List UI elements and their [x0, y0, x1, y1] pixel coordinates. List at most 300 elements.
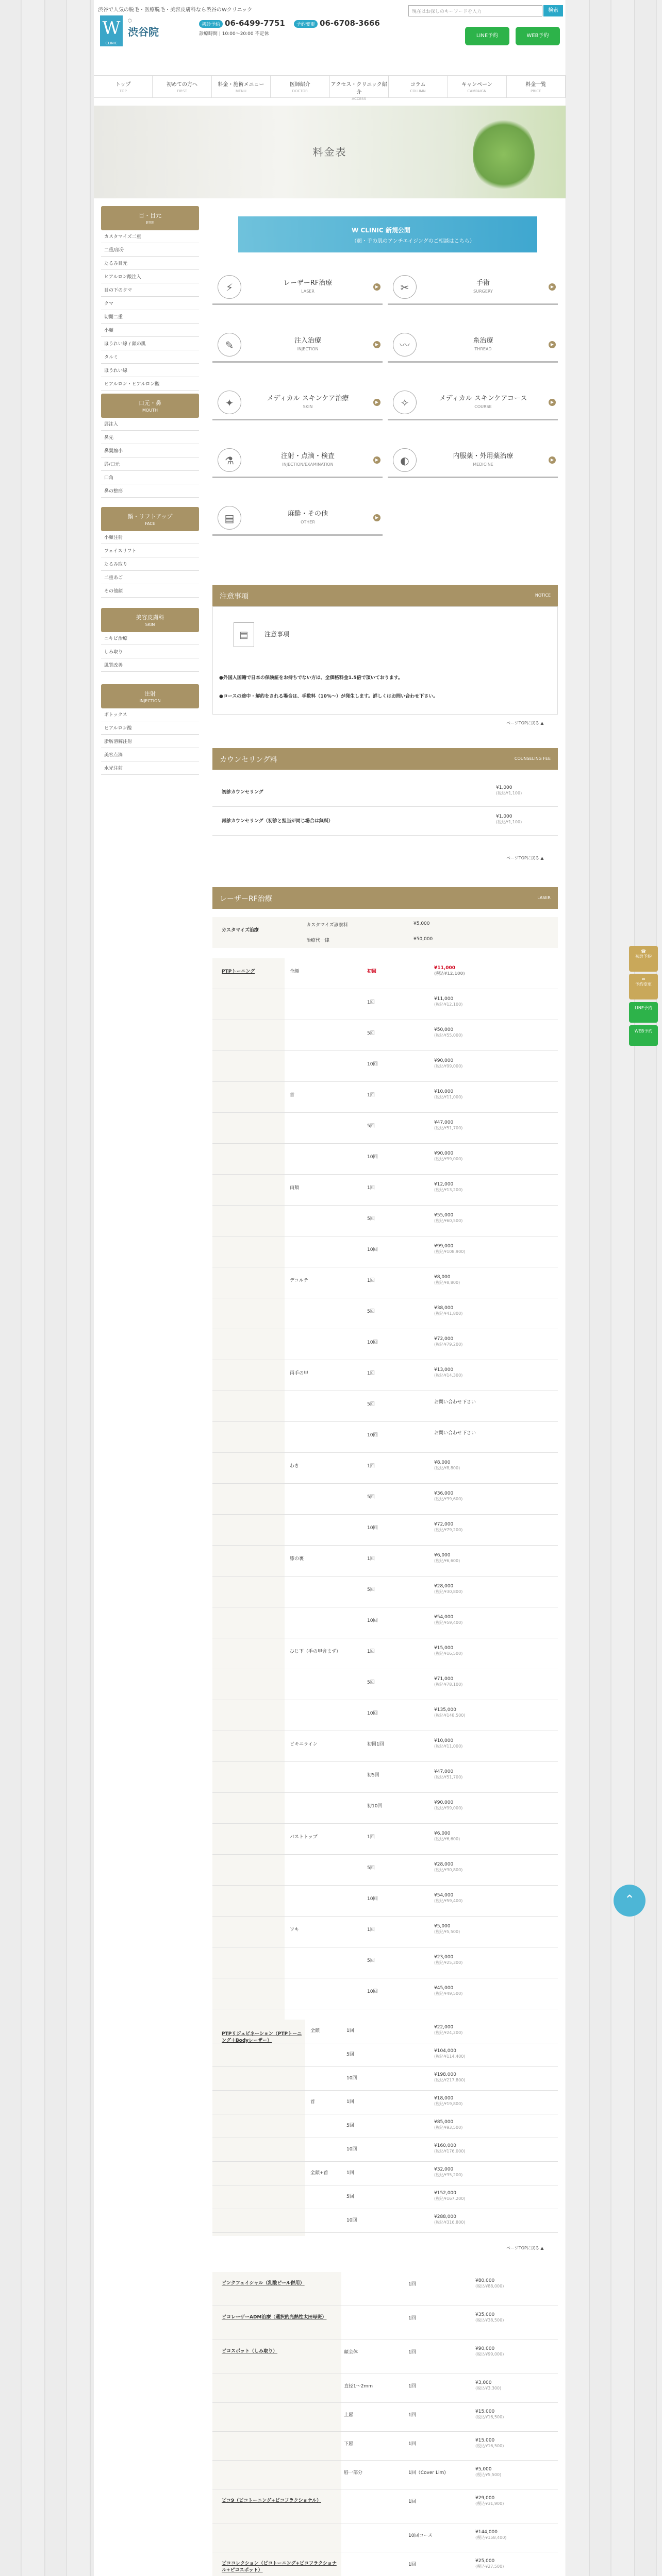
tax-price: (税込¥316,800) — [434, 2220, 466, 2225]
price-row — [212, 1020, 558, 1051]
count: 1回 — [408, 2499, 416, 2504]
tax-price: (税込¥35,200) — [434, 2173, 463, 2177]
notice-subtitle: 注意事項 — [264, 631, 290, 638]
tax-price: (税込¥88,000) — [475, 2284, 504, 2289]
sidebar-list — [101, 417, 199, 498]
floating-mail-button[interactable]: ✉ 予約変更 — [629, 974, 658, 999]
price: ¥55,000 (税込¥60,500) — [434, 1213, 463, 1223]
tax-price: (税込¥31,900) — [475, 2501, 504, 2506]
arrow-icon: ▶ — [373, 456, 380, 464]
price-row — [212, 2552, 558, 2576]
tax-price: (税込¥30,800) — [434, 1589, 463, 1594]
tax-price: (税込¥8,800) — [434, 1280, 460, 1285]
price: ¥29,000 (税込¥31,900) — [475, 2496, 504, 2506]
menu-card[interactable] — [212, 268, 383, 305]
count: 1回 — [367, 1278, 375, 1283]
nav-item-sub: ACCESS — [352, 97, 367, 101]
price: お問い合わせ下さい — [434, 1400, 476, 1405]
treatment-name[interactable]: PTPトーニング — [222, 969, 255, 974]
price: ¥36,000 (税込¥39,600) — [434, 1491, 463, 1501]
price-row — [212, 1082, 558, 1113]
price: ¥38,000 (税込¥41,800) — [434, 1306, 463, 1316]
tax-price: (税込¥39,600) — [434, 1497, 463, 1501]
menu-icon: ◐ — [393, 448, 417, 472]
count: 10回 — [367, 1247, 378, 1252]
sidebar-item[interactable]: カスタマイズ二重 — [101, 230, 199, 243]
count: 10回 — [367, 1340, 378, 1345]
sidebar-item[interactable]: クマ — [101, 297, 199, 310]
count: 1回 — [367, 1927, 375, 1933]
sidebar-item[interactable]: ボトックス — [101, 708, 199, 721]
row-label: 初診カウンセリング — [222, 790, 263, 795]
arrow-icon: ▶ — [373, 514, 380, 521]
back-to-top-link[interactable]: ページTOPに戻る ▲ — [506, 2246, 544, 2250]
price-row — [212, 1298, 558, 1329]
price: ¥11,000 (税込¥12,100) — [434, 965, 465, 976]
count: 5回 — [367, 1216, 375, 1222]
sidebar-item[interactable]: ヒアルロン酸注入 — [101, 270, 199, 283]
price-row — [212, 2020, 558, 2043]
sidebar-item[interactable]: ヒアルロン・ヒアルロン酸 — [101, 377, 199, 391]
treatment-name[interactable]: ピンクフェイシャル（乳酸ピール併用） — [222, 2281, 305, 2286]
tax-price: (税込¥41,800) — [434, 1311, 463, 1316]
sidebar-item[interactable]: しみ取り — [101, 645, 199, 658]
tax-price: (税込¥1,100) — [496, 791, 522, 795]
count: 5回 — [367, 1958, 375, 1963]
price-row — [212, 1422, 558, 1453]
treatment-name[interactable]: ピコスポット（しみ取り） — [222, 2349, 278, 2354]
sidebar-item[interactable]: 唇注入 — [101, 417, 199, 431]
price: ¥80,000 (税込¥88,000) — [475, 2278, 504, 2289]
tel1[interactable]: 06-6499-7751 — [225, 19, 285, 28]
floating-web-button[interactable]: WEB予約 — [629, 1025, 658, 1046]
price: お問い合わせ下さい — [434, 1431, 476, 1436]
sidebar-heading: 顔・リフトアップ FACE — [101, 507, 199, 531]
menu-card[interactable] — [388, 326, 558, 363]
price-row — [212, 1917, 558, 1947]
count: 10回 — [367, 1062, 378, 1067]
area-name: 首 — [310, 2099, 316, 2105]
price: ¥72,000 (税込¥79,200) — [434, 1522, 463, 1532]
tax-price: (税込¥3,300) — [475, 2386, 502, 2391]
count: 5回 — [367, 1124, 375, 1129]
count: 初10回 — [367, 1804, 383, 1809]
count: 10回 — [367, 1711, 378, 1716]
area-name: デコルテ — [290, 1278, 308, 1283]
menu-sub: SURGERY — [473, 289, 493, 294]
tax-price: (税込¥93,500) — [434, 2125, 463, 2130]
page-title: 料金表 — [312, 146, 347, 158]
tax-price: (税込¥55,000) — [434, 1033, 463, 1038]
tax-price: (税込¥167,200) — [434, 2196, 466, 2201]
price: ¥90,000 (税込¥99,000) — [434, 1151, 463, 1161]
count: 1回 — [408, 2442, 416, 2447]
price: ¥8,000 (税込¥8,800) — [434, 1460, 460, 1470]
menu-icon: ✧ — [393, 391, 417, 414]
sidebar-item[interactable]: 鼻翼縮小 — [101, 444, 199, 457]
sidebar-item[interactable]: フェイスリフト — [101, 544, 199, 557]
arrow-icon: ▶ — [373, 399, 380, 406]
count: 1回（Cover Lim) — [408, 2470, 446, 2476]
price: ¥5,000 (税込¥5,500) — [475, 2467, 502, 2477]
count: 5回 — [346, 2052, 354, 2057]
price-row — [212, 1236, 558, 1267]
line-reserve-button[interactable]: LINE予約 — [465, 27, 509, 45]
price-row — [212, 1329, 558, 1360]
price: ¥135,000 (税込¥148,500) — [434, 1707, 466, 1718]
price: ¥22,000 (税込¥24,200) — [434, 2025, 463, 2035]
price: ¥144,000 (税込¥158,400) — [475, 2530, 507, 2540]
tax-price: (税込¥108,900) — [434, 1249, 466, 1254]
area-name: 両手の甲 — [290, 1371, 309, 1376]
price: ¥5,000 (税込¥5,500) — [434, 1924, 460, 1934]
menu-icon: ✎ — [218, 333, 241, 357]
sidebar-heading: 口元・鼻 MOUTH — [101, 394, 199, 418]
sidebar-item[interactable]: その他顔 — [101, 584, 199, 598]
price: ¥15,000 (税込¥16,500) — [475, 2438, 504, 2448]
price: ¥28,000 (税込¥30,800) — [434, 1584, 463, 1594]
nav-item[interactable]: キャンペーン CAMPAIGN — [448, 76, 506, 97]
counsel-header: カウンセリング料 COUNSELING FEE — [212, 748, 558, 770]
custom-name[interactable]: カスタマイズ治療 — [222, 928, 259, 933]
treatment-name[interactable]: PTPリジュビネーション（PTPトーニング＋Bodyレーザー） — [222, 2031, 302, 2043]
price: ¥47,000 (税込¥51,700) — [434, 1769, 463, 1780]
sidebar-item[interactable]: 肌質改善 — [101, 658, 199, 672]
count: 10回 — [367, 1155, 378, 1160]
sidebar-item[interactable]: 小顔注射 — [101, 531, 199, 544]
price: ¥152,000 (税込¥167,200) — [434, 2191, 466, 2201]
sidebar-heading-sub: FACE — [145, 521, 155, 526]
sidebar-heading-sub: MOUTH — [142, 408, 158, 413]
treatment-name[interactable]: ビコレーザーADM治療（選択的光熱性太田母斑） — [222, 2315, 327, 2320]
count: 5回 — [367, 1309, 375, 1314]
count: 10回 — [346, 2218, 357, 2223]
count: 初回1回 — [367, 1742, 384, 1747]
custom-p1: ¥5,000 — [413, 921, 430, 926]
tax-price: (税込¥14,300) — [434, 1373, 463, 1378]
tel2[interactable]: 06-6708-3666 — [320, 19, 380, 28]
search-input[interactable]: 現在はお探しのキーワードを入力 — [408, 5, 542, 16]
count: 5回 — [346, 2123, 354, 2128]
price-row — [212, 1669, 558, 1700]
sidebar-item[interactable]: 二重/部分 — [101, 243, 199, 257]
price-row — [212, 1855, 558, 1886]
count: 1回 — [367, 1371, 375, 1376]
price: ¥1,000 (税込¥1,100) — [496, 814, 522, 824]
area-name: 全顔 — [310, 2028, 320, 2033]
menu-sub: INJECTION — [297, 347, 319, 351]
count: 5回 — [367, 1402, 375, 1407]
count: 5回 — [367, 1680, 375, 1685]
treatment-name[interactable]: ピコ9（ピコトーニング+ピコフラクショナル） — [222, 2498, 321, 2503]
back-to-top-link[interactable]: ページTOPに戻る ▲ — [506, 721, 544, 725]
menu-sub: SKIN — [303, 404, 313, 409]
price: ¥99,000 (税込¥108,900) — [434, 1244, 466, 1254]
price-row — [212, 1360, 558, 1391]
price-row — [212, 1824, 558, 1855]
price: ¥54,000 (税込¥59,400) — [434, 1893, 463, 1903]
price-row — [212, 1978, 558, 2009]
menu-card[interactable] — [212, 326, 383, 363]
sidebar-item[interactable]: ほうれい線 / 顔の肌 — [101, 337, 199, 350]
price-row — [212, 2432, 558, 2461]
sidebar-heading: 美容皮膚科 SKIN — [101, 608, 199, 632]
price: ¥13,000 (税込¥14,300) — [434, 1367, 463, 1378]
tax-price: (税込¥13,200) — [434, 1188, 463, 1192]
price: ¥3,000 (税込¥3,300) — [475, 2380, 502, 2391]
price-row — [212, 1731, 558, 1762]
tax-price: (税込¥148,500) — [434, 1713, 466, 1718]
price-row — [212, 1206, 558, 1236]
tax-price: (税込¥51,700) — [434, 1775, 463, 1780]
price-row — [212, 1947, 558, 1978]
menu-card[interactable] — [388, 383, 558, 420]
price: ¥71,000 (税込¥78,100) — [434, 1676, 463, 1687]
count: 10回 — [367, 1526, 378, 1531]
price: ¥15,000 (税込¥16,500) — [475, 2409, 504, 2419]
sidebar-item[interactable]: たるみ目元 — [101, 257, 199, 270]
area-name: バストトップ — [290, 1835, 318, 1840]
price: ¥50,000 (税込¥55,000) — [434, 1027, 463, 1038]
floating-line-button[interactable]: LINE予約 — [629, 1002, 658, 1023]
nav-item[interactable]: コラム COLUMN — [389, 76, 448, 97]
floating-tel-button[interactable]: ☎ 初診予約 — [629, 946, 658, 972]
price-row — [212, 1700, 558, 1731]
sidebar-list — [101, 632, 199, 672]
price: ¥35,000 (税込¥38,500) — [475, 2312, 504, 2323]
price: ¥90,000 (税込¥99,000) — [475, 2346, 504, 2357]
count: 10回コース — [408, 2533, 433, 2538]
area-name: わき — [290, 1464, 300, 1469]
price: ¥198,000 (税込¥217,800) — [434, 2072, 466, 2082]
menu-card[interactable] — [212, 383, 383, 420]
menu-title: 内服薬・外用薬治療 MEDICINE — [424, 450, 542, 467]
price: ¥28,000 (税込¥30,800) — [434, 1862, 463, 1872]
price-row — [212, 1453, 558, 1484]
price: ¥90,000 (税込¥99,000) — [434, 1800, 463, 1810]
tax-price: (税込¥99,000) — [434, 1064, 463, 1069]
tax-price: (税込¥30,800) — [434, 1868, 463, 1872]
price-row — [212, 1051, 558, 1082]
price-row — [212, 1638, 558, 1669]
area-name: ビキニライン — [290, 1742, 318, 1747]
price-row — [212, 958, 558, 989]
nav-item-sub: CAMPAIGN — [467, 89, 487, 93]
price: ¥85,000 (税込¥93,500) — [434, 2120, 463, 2130]
menu-card[interactable] — [388, 268, 558, 305]
search-button[interactable]: 検索 — [543, 5, 563, 16]
back-to-top-link[interactable]: ページTOPに戻る ▲ — [506, 856, 544, 860]
clinic-name: ⬡ 渋谷院 — [128, 19, 159, 38]
menu-card[interactable] — [212, 499, 383, 536]
phone-block: 初診予約 06-6499-7751 予約変更 06-6708-3666 診療時間 | 10:00〜20:00 不定休 — [199, 19, 387, 37]
tax-price: (税込¥5,500) — [475, 2472, 502, 2477]
price: ¥10,000 (税込¥11,000) — [434, 1738, 463, 1749]
sidebar-item[interactable]: 小顔 — [101, 324, 199, 337]
count: 1回 — [367, 1000, 375, 1005]
price-row — [212, 1484, 558, 1515]
price: ¥32,000 (税込¥35,200) — [434, 2167, 463, 2177]
count: 10回 — [367, 1618, 378, 1623]
nav-item[interactable]: 料金・施術メニュー MENU — [212, 76, 271, 97]
nav-item-sub: PRICE — [531, 89, 541, 93]
nav-item[interactable]: トップ TOP — [94, 76, 153, 97]
count: 1回 — [367, 1556, 375, 1562]
area-name: 直径1～2mm — [344, 2384, 373, 2389]
tax-price: (税込¥59,400) — [434, 1899, 463, 1903]
price-row — [212, 2138, 558, 2162]
nav-item[interactable]: 医師紹介 DOCTOR — [271, 76, 329, 97]
tax-price: (税込¥176,000) — [434, 2149, 466, 2154]
price-row — [212, 1577, 558, 1607]
sidebar-item[interactable]: 鼻先 — [101, 431, 199, 444]
clinic-logo[interactable]: W CLINIC — [100, 15, 123, 46]
price-row — [212, 1886, 558, 1917]
sidebar-item[interactable]: 脂肪溶解注射 — [101, 735, 199, 748]
arrow-icon: ▶ — [373, 341, 380, 348]
price-row — [212, 2162, 558, 2185]
notice-box — [212, 606, 558, 715]
tax-price: (税込¥12,100) — [434, 1002, 463, 1007]
tax-price: (税込¥60,500) — [434, 1218, 463, 1223]
count: 1回 — [408, 2316, 416, 2321]
menu-sub: INJECTION/EXAMINATION — [282, 462, 334, 467]
nav-item-sub: FIRST — [177, 89, 187, 93]
price-row — [212, 989, 558, 1020]
menu-sub: THREAD — [474, 347, 492, 351]
sidebar-item[interactable]: ほうれい線 — [101, 364, 199, 377]
tax-price: (税込¥11,000) — [434, 1095, 463, 1099]
price-row — [212, 1113, 558, 1144]
count: 1回 — [367, 1649, 375, 1654]
tax-price: (税込¥16,500) — [475, 2415, 504, 2419]
nav-item-sub: COLUMN — [410, 89, 426, 93]
price: ¥72,000 (税込¥79,200) — [434, 1336, 463, 1347]
price-row — [212, 2340, 558, 2374]
count: 5回 — [346, 2194, 354, 2199]
price: ¥47,000 (税込¥51,700) — [434, 1120, 463, 1130]
menu-card[interactable] — [388, 441, 558, 478]
price: ¥12,000 (税込¥13,200) — [434, 1182, 463, 1192]
notice-text-1: ●外国人国籍で日本の保険証をお持ちでない方は、全価格料金1.5倍で頂いております。 — [219, 675, 403, 681]
menu-title: 注射・点滴・検査 INJECTION/EXAMINATION — [249, 450, 367, 467]
area-name: 首 — [290, 1093, 295, 1098]
price-row — [212, 2461, 558, 2489]
count: 10回 — [367, 1433, 378, 1438]
sidebar-item[interactable]: 切開二重 — [101, 310, 199, 324]
price-row — [212, 2489, 558, 2523]
arrow-icon: ▶ — [549, 341, 556, 348]
count: 5回 — [367, 1587, 375, 1592]
menu-title: 注入治療 INJECTION — [249, 335, 367, 351]
price: ¥6,000 (税込¥6,600) — [434, 1831, 460, 1841]
custom-r1: カスタマイズ診察料 — [306, 923, 348, 928]
nav-item-sub: DOCTOR — [292, 89, 308, 93]
price: ¥18,000 (税込¥19,800) — [434, 2096, 463, 2106]
price-row — [212, 1175, 558, 1206]
sidebar-heading-sub: SKIN — [145, 622, 155, 627]
sidebar-item[interactable]: 目の下のクマ — [101, 283, 199, 297]
nav-item[interactable]: アクセス・クリニック紹介 ACCESS — [330, 76, 389, 97]
tax-price: (税込¥16,500) — [434, 1651, 463, 1656]
scroll-top-button[interactable]: ⌃ — [614, 1885, 646, 1917]
sidebar-item[interactable]: ニキビ治療 — [101, 632, 199, 645]
price-row — [212, 1546, 558, 1577]
sidebar-item[interactable]: 美容点滴 — [101, 748, 199, 761]
sidebar-item[interactable]: 鼻の整形 — [101, 484, 199, 498]
count: 1回 — [367, 1093, 375, 1098]
price: ¥10,000 (税込¥11,000) — [434, 1089, 463, 1099]
tax-price: (税込¥12,100) — [434, 971, 465, 976]
count: 10回 — [367, 1989, 378, 1994]
sidebar-item[interactable]: タルミ — [101, 350, 199, 364]
web-reserve-button[interactable]: WEB予約 — [516, 27, 560, 45]
area-name: 顔全体 — [344, 2350, 358, 2355]
tax-price: (税込¥5,500) — [434, 1929, 460, 1934]
sidebar-list — [101, 230, 199, 391]
sidebar-heading: 注射 INJECTION — [101, 684, 199, 708]
price-row — [212, 2306, 558, 2340]
count: 5回 — [367, 1495, 375, 1500]
nav-item-sub: MENU — [236, 89, 246, 93]
price: ¥288,000 (税込¥316,800) — [434, 2214, 466, 2225]
price-row — [212, 1144, 558, 1175]
tax-price: (税込¥99,000) — [434, 1157, 463, 1161]
price-row — [212, 1267, 558, 1298]
sidebar-item[interactable]: 水光注射 — [101, 761, 199, 775]
menu-card[interactable] — [212, 441, 383, 478]
count: 5回 — [367, 1866, 375, 1871]
count: 初5回 — [367, 1773, 379, 1778]
menu-title: メディカル スキンケア治療 SKIN — [249, 393, 367, 409]
arrow-icon: ▶ — [549, 456, 556, 464]
sidebar-item[interactable]: ヒアルロン酸 — [101, 721, 199, 735]
custom-label — [212, 917, 558, 948]
nav-item[interactable]: 初めての方へ FIRST — [153, 76, 211, 97]
tax-price: (税込¥6,600) — [434, 1558, 460, 1563]
count: 1回 — [367, 1464, 375, 1469]
price: ¥8,000 (税込¥8,800) — [434, 1275, 460, 1285]
area-name: 全顔+首 — [310, 2171, 328, 2176]
sidebar-heading-sub: INJECTION — [139, 699, 161, 703]
area-name: 下唇 — [344, 2442, 354, 2447]
header-topline: 渋谷で人気の脱毛・医療脱毛・美容皮膚科なら渋谷のWクリニック — [98, 7, 253, 13]
tax-price: (税込¥6,600) — [434, 1837, 460, 1841]
menu-icon: ✦ — [218, 391, 241, 414]
menu-icon: ⚗ — [218, 448, 241, 472]
tax-price: (税込¥59,400) — [434, 1620, 463, 1625]
sidebar-item[interactable]: 唇/口元 — [101, 457, 199, 471]
treatment-name[interactable]: ピココレクション（ピコトーニング+ピコフラクショナル+ピコスポット） — [222, 2561, 337, 2573]
sidebar-list — [101, 531, 199, 598]
notice-text-2: ●コースの途中・解約をされる場合は、手数料（10%～）が発生します。詳しくはお問い合わせ下さい。 — [219, 694, 438, 699]
count: 1回 — [408, 2350, 416, 2355]
arrow-icon: ▶ — [549, 283, 556, 291]
sidebar-item[interactable]: たるみ取り — [101, 557, 199, 571]
custom-r2: 治療代一律 — [306, 938, 330, 943]
menu-icon: ⚡ — [218, 275, 241, 299]
price: ¥54,000 (税込¥59,400) — [434, 1615, 463, 1625]
sidebar-item[interactable]: 口角 — [101, 471, 199, 484]
menu-icon: ✂ — [393, 275, 417, 299]
sidebar-item[interactable]: 二重あご — [101, 571, 199, 584]
area-name: 膝の裏 — [290, 1556, 304, 1562]
price-row — [212, 2523, 558, 2552]
price-row — [212, 1793, 558, 1824]
price-row — [212, 1762, 558, 1793]
nav-item[interactable]: 料金一覧 PRICE — [507, 76, 566, 97]
clinic-promo-banner[interactable]: W CLINIC 新規公開 （顔・手の肌のアンチエイジングのご相談はこちら） — [238, 216, 537, 252]
